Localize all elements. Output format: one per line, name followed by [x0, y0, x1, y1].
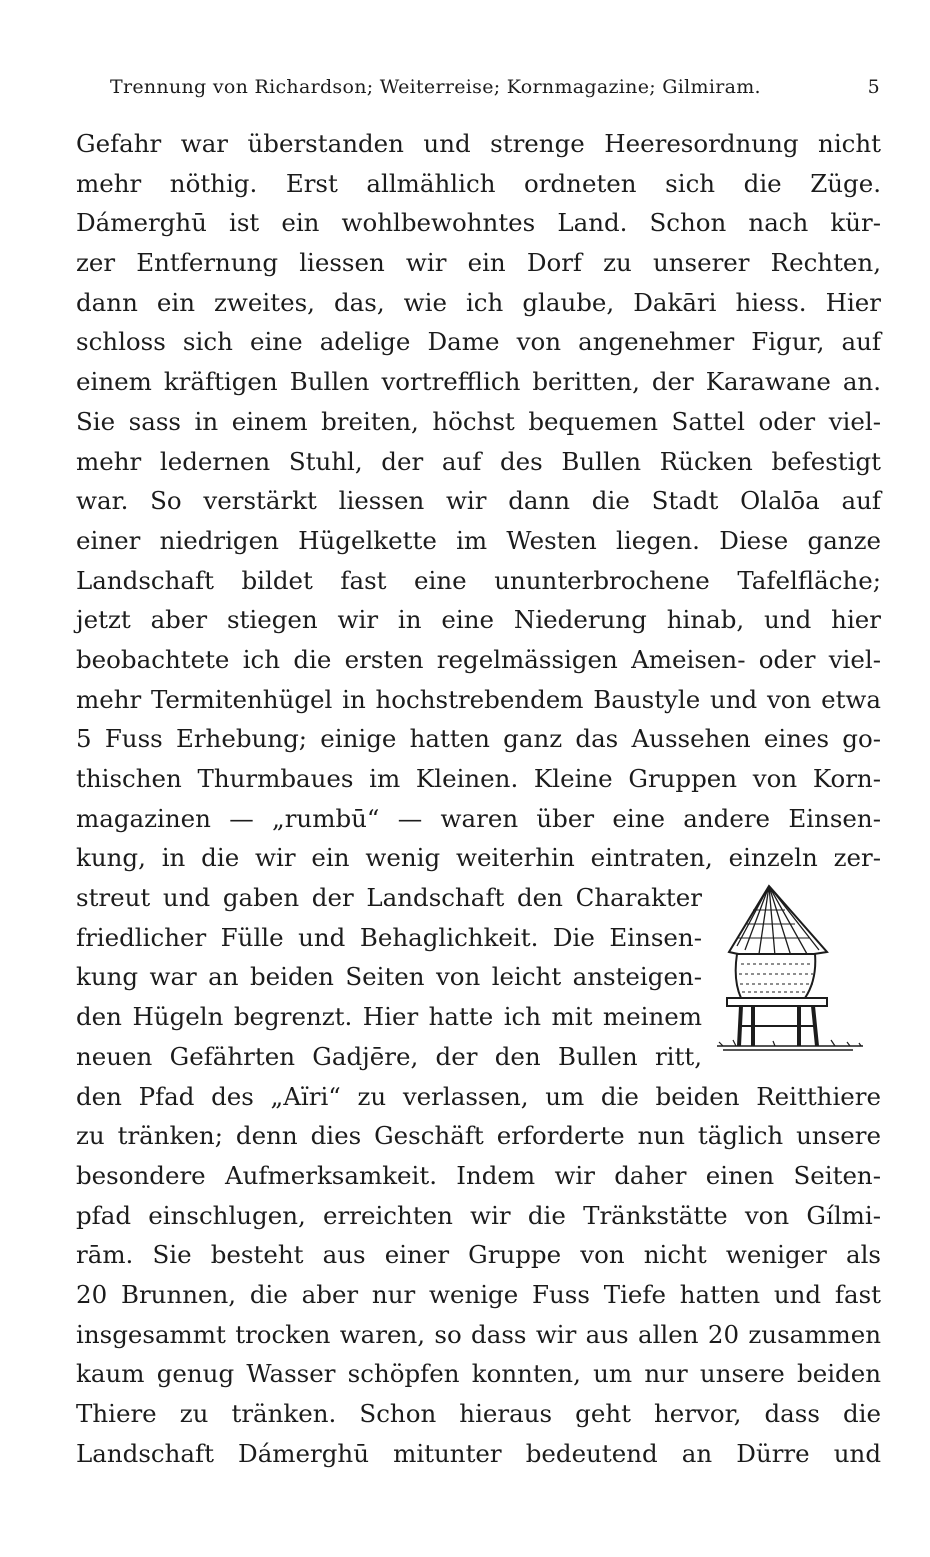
text-line: Gefahr war überstanden und strenge Heeresordnung nicht: [76, 129, 881, 158]
text-line: kung war an beiden Seiten von leicht ansteigen-: [76, 962, 702, 992]
text-line: Sie sass in einem breiten, höchst bequemen Sattel oder viel-: [76, 406, 881, 436]
text-line: pfad einschlugen, erreichten wir die Tränkstätte von Gílmi-: [76, 1200, 881, 1230]
text-line: Thiere zu tränken. Schon hieraus geht hervor, dass die: [76, 1399, 881, 1428]
text-line: einem kräftigen Bullen vortrefflich beritten, der Karawane an.: [76, 367, 881, 397]
text-line: jetzt aber stiegen wir in eine Niederung hinab, und hier: [76, 605, 881, 635]
text-line: magazinen — „rumbū“ — waren über eine andere Einsen-: [76, 803, 881, 833]
text-line: den Pfad des „Aïri“ zu verlassen, um die beiden Reitthiere: [76, 1081, 881, 1111]
text-line: kung, in die wir ein wenig weiterhin eintraten, einzeln zer-: [76, 843, 881, 873]
text-line: rām. Sie besteht aus einer Gruppe von nicht weniger als: [76, 1240, 881, 1270]
granary-rumbu-icon: [713, 880, 873, 1060]
text-line: schloss sich eine adelige Dame von angenehmer Figur, auf: [76, 327, 881, 357]
body-text: [76, 124, 881, 1473]
text-line: 20 Brunnen, die aber nur wenige Fuss Tiefe hatten und fast: [76, 1279, 881, 1309]
text-line: streut und gaben der Landschaft den Charakter: [76, 883, 702, 913]
text-line: beobachtete ich die ersten regelmässigen Ameisen- oder viel-: [76, 644, 881, 674]
text-line: kaum genug Wasser schöpfen konnten, um nur unsere beiden: [76, 1359, 881, 1389]
text-line: thischen Thurmbaues im Kleinen. Kleine Gruppen von Korn-: [76, 764, 881, 793]
text-line: Landschaft bildet fast eine ununterbrochene Tafelfläche;: [76, 565, 881, 595]
text-line: neuen Gefährten Gadjēre, der den Bullen ritt,: [76, 1041, 702, 1071]
text-line: friedlicher Fülle und Behaglichkeit. Die Einsen-: [76, 922, 702, 952]
text-line: besondere Aufmerksamkeit. Indem wir daher einen Seiten-: [76, 1160, 881, 1190]
text-line: zu tränken; denn dies Geschäft erforderte nun täglich unsere: [76, 1121, 881, 1151]
text-line: 5 Fuss Erhebung; einige hatten ganz das Aussehen eines go-: [76, 724, 881, 754]
text-line: Dámerghū ist ein wohlbewohntes Land. Schon nach kür-: [76, 208, 881, 238]
text-line: dann ein zweites, das, wie ich glaube, Dakāri hiess. Hier: [76, 287, 881, 317]
text-line: mehr ledernen Stuhl, der auf des Bullen Rücken befestigt: [76, 446, 881, 476]
text-line: insgesammt trocken waren, so dass wir aus allen 20 zusammen: [76, 1319, 881, 1349]
text-line: einer niedrigen Hügelkette im Westen liegen. Diese ganze: [76, 525, 881, 555]
page-header: [110, 72, 880, 102]
text-line: zer Entfernung liessen wir ein Dorf zu unserer Rechten,: [76, 248, 881, 278]
text-line: mehr Termitenhügel in hochstrebendem Baustyle und von etwa: [76, 684, 881, 714]
text-line: Landschaft Dámerghū mitunter bedeutend an Dürre und: [76, 1438, 881, 1468]
text-line: den Hügeln begrenzt. Hier hatte ich mit meinem: [76, 1002, 702, 1032]
running-title: Trennung von Richardson; Weiterreise; Kornmagazine; Gilmiram.: [110, 76, 761, 98]
text-line: war. So verstärkt liessen wir dann die Stadt Olalōa auf: [76, 486, 881, 516]
page-number: 5: [867, 76, 880, 98]
text-line: mehr nöthig. Erst allmählich ordneten sich die Züge.: [76, 168, 881, 198]
